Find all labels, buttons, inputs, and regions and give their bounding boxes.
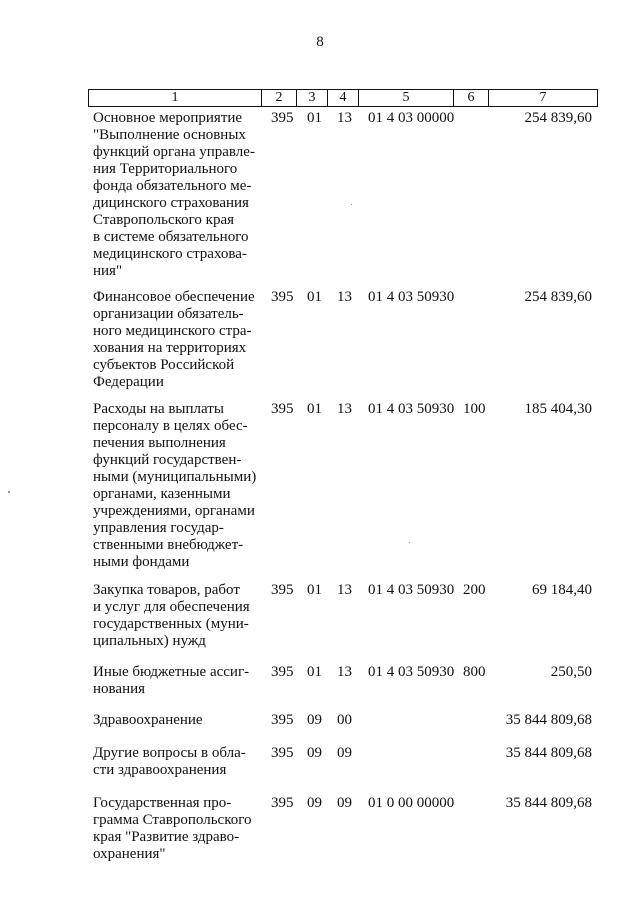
amount: 185 404,30 <box>524 401 592 417</box>
row-name-line: сти здравоохранения <box>93 762 227 778</box>
section-code: 09 <box>307 712 322 728</box>
row-name-line: фонда обязательного ме- <box>93 178 252 194</box>
ministry-code: 395 <box>271 289 294 305</box>
row-name-line: Закупка товаров, работ <box>93 582 240 598</box>
row-name <box>93 401 263 571</box>
row-name <box>93 289 263 391</box>
row-name-line: ципальных) нужд <box>93 633 206 649</box>
row-name-line: охранения" <box>93 846 166 862</box>
ministry-code: 395 <box>271 664 294 680</box>
amount: 250,50 <box>550 664 592 680</box>
section-code: 01 <box>307 664 322 680</box>
target-article-code: 01 4 03 50930 <box>368 401 455 417</box>
ministry-code: 395 <box>271 745 294 761</box>
ministry-code: 395 <box>271 582 294 598</box>
row-name-line: учреждениями, органами <box>93 503 255 519</box>
row-name-line: и услуг для обеспечения <box>93 599 250 615</box>
amount: 35 844 809,68 <box>505 712 592 728</box>
row-name-line: Ставропольского края <box>93 212 234 228</box>
expense-type-code: 100 <box>463 401 486 417</box>
subsection-code: 00 <box>337 712 352 728</box>
section-code: 09 <box>307 795 322 811</box>
row-name-line: хования на территориях <box>93 340 247 356</box>
row-name-line: государственных (муни- <box>93 616 249 632</box>
column-header-4: 4 <box>328 90 359 107</box>
target-article-code: 01 4 03 50930 <box>368 664 455 680</box>
row-name-line: ния" <box>93 263 123 279</box>
section-code: 09 <box>307 745 322 761</box>
subsection-code: 13 <box>337 401 352 417</box>
column-header-7: 7 <box>489 90 598 107</box>
row-name <box>93 664 263 698</box>
row-name-line: печения выполнения <box>93 435 226 451</box>
subsection-code: 13 <box>337 664 352 680</box>
section-code: 01 <box>307 401 322 417</box>
row-name-line: Финансовое обеспечение <box>93 289 255 305</box>
row-name-line: функций государствен- <box>93 452 242 468</box>
ministry-code: 395 <box>271 401 294 417</box>
amount: 254 839,60 <box>524 289 592 305</box>
row-name-line: ными фондами <box>93 554 190 570</box>
scan-speck <box>351 204 352 205</box>
row-name-line: медицинского страхова- <box>93 246 247 262</box>
row-name-line: Здравоохранение <box>93 712 203 728</box>
row-name-line: ного медицинского стра- <box>93 323 252 339</box>
subsection-code: 13 <box>337 110 352 126</box>
row-name-line: Государственная про- <box>93 795 232 811</box>
section-code: 01 <box>307 582 322 598</box>
subsection-code: 09 <box>337 745 352 761</box>
section-code: 01 <box>307 110 322 126</box>
row-name-line: ными (муниципальными) <box>93 469 257 485</box>
amount: 35 844 809,68 <box>505 745 592 761</box>
row-name-line: ния Территориального <box>93 161 238 177</box>
expense-type-code: 200 <box>463 582 486 598</box>
row-name <box>93 795 263 863</box>
column-header-1: 1 <box>89 90 262 107</box>
row-name-line: Другие вопросы в обла- <box>93 745 246 761</box>
row-name-line: Расходы на выплаты <box>93 401 224 417</box>
ministry-code: 395 <box>271 795 294 811</box>
row-name-line: управления государ- <box>93 520 224 536</box>
amount: 35 844 809,68 <box>505 795 592 811</box>
row-name <box>93 712 263 729</box>
target-article-code: 01 0 00 00000 <box>368 795 455 811</box>
row-name-line: в системе обязательного <box>93 229 249 245</box>
row-name-line: Федерации <box>93 374 164 390</box>
row-name <box>93 745 263 779</box>
row-name-line: Иные бюджетные ассиг- <box>93 664 250 680</box>
row-name-line: края "Развитие здраво- <box>93 829 240 845</box>
row-name-line: ственными внебюджет- <box>93 537 244 553</box>
subsection-code: 13 <box>337 582 352 598</box>
row-name-line: нования <box>93 681 146 697</box>
row-name-line: органами, казенными <box>93 486 231 502</box>
target-article-code: 01 4 03 00000 <box>368 110 455 126</box>
ministry-code: 395 <box>271 110 294 126</box>
amount: 254 839,60 <box>524 110 592 126</box>
subsection-code: 13 <box>337 289 352 305</box>
section-code: 01 <box>307 289 322 305</box>
expense-type-code: 800 <box>463 664 486 680</box>
row-name-line: Основное мероприятие <box>93 110 243 126</box>
target-article-code: 01 4 03 50930 <box>368 289 455 305</box>
target-article-code: 01 4 03 50930 <box>368 582 455 598</box>
page-number: 8 <box>316 34 324 50</box>
amount: 69 184,40 <box>532 582 592 598</box>
row-name-line: функций органа управле- <box>93 144 255 160</box>
row-name-line: "Выполнение основных <box>93 127 246 143</box>
row-name-line: организации обязатель- <box>93 306 244 322</box>
row-name <box>93 110 263 280</box>
column-header-5: 5 <box>359 90 454 107</box>
column-header-3: 3 <box>297 90 328 107</box>
row-name-line: дицинского страхования <box>93 195 249 211</box>
scan-speck <box>8 491 10 493</box>
scan-speck <box>409 542 410 543</box>
column-header-6: 6 <box>454 90 489 107</box>
column-header-2: 2 <box>262 90 297 107</box>
row-name-line: грамма Ставропольского <box>93 812 252 828</box>
row-name <box>93 582 263 650</box>
subsection-code: 09 <box>337 795 352 811</box>
ministry-code: 395 <box>271 712 294 728</box>
row-name-line: персоналу в целях обес- <box>93 418 248 434</box>
row-name-line: субъектов Российской <box>93 357 235 373</box>
